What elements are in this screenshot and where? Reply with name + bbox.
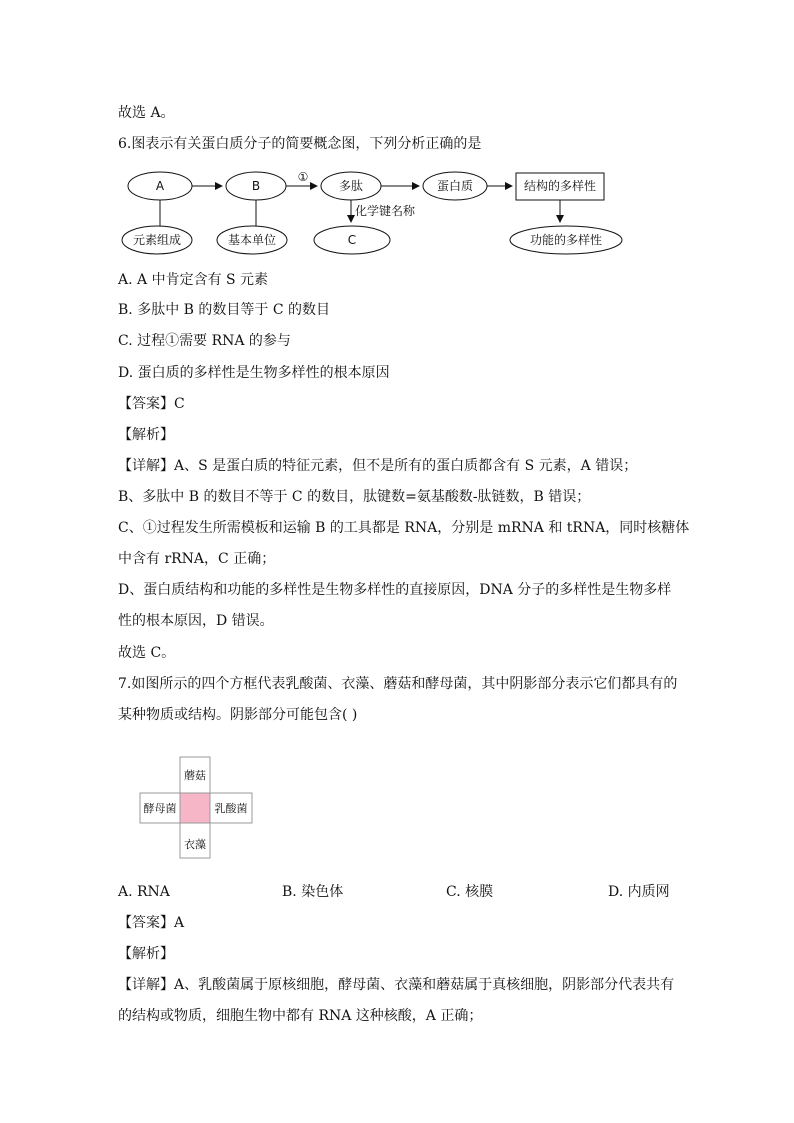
- analysis-heading-7: 【解析】: [118, 946, 174, 962]
- text-line: 故选 A。: [118, 105, 175, 121]
- question-7-line-1: 7.如图所示的四个方框代表乳酸菌、衣藻、蘑菇和酵母菌，其中阴影部分表示它们都具有的: [118, 676, 678, 692]
- option-6d: D. 蛋白质的多样性是生物多样性的根本原因: [118, 365, 390, 381]
- option-7a: A. RNA: [118, 884, 170, 900]
- detail-6-line-6: 性的根本原因，D 错误。: [118, 613, 274, 629]
- node-unit: [217, 226, 287, 254]
- option-6a: A. A 中肯定含有 S 元素: [118, 272, 269, 288]
- label-chlamydomonas: 衣藻: [184, 838, 206, 851]
- label-mushroom: 蘑菇: [184, 769, 206, 782]
- analysis-heading-6: 【解析】: [118, 427, 174, 443]
- detail-6-line-1: 【详解】A、S 是蛋白质的特征元素，但不是所有的蛋白质都含有 S 元素，A 错误；: [118, 458, 638, 474]
- box-top: [180, 757, 210, 793]
- label-peptide: 多肽: [338, 179, 364, 193]
- conclusion-6: 故选 C。: [118, 645, 176, 661]
- answer-7: 【答案】A: [118, 915, 185, 931]
- label-step: ①: [297, 170, 309, 184]
- label-yeast: 酵母菌: [143, 802, 177, 815]
- detail-6-line-2: B、多肽中 B 的数目不等于 C 的数目，肽键数=氨基酸数-肽链数，B 错误；: [118, 489, 591, 505]
- label-bond: 化学键名称: [354, 204, 416, 218]
- option-6c: C. 过程①需要 RNA 的参与: [118, 333, 291, 349]
- node-b: [226, 172, 286, 200]
- node-protein: [423, 172, 487, 200]
- label-protein: 蛋白质: [436, 179, 474, 193]
- question-7-line-2: 某种物质或结构。阴影部分可能包含( ): [118, 707, 358, 723]
- label-structure: 结构的多样性: [523, 179, 597, 193]
- node-a: [128, 172, 192, 200]
- label-element: 元素组成: [132, 233, 182, 247]
- detail-6-line-3: C、①过程发生所需模板和运输 B 的工具都是 RNA，分别是 mRNA 和 tRNA，同时核糖体: [118, 520, 690, 536]
- detail-7-line-2: 的结构或物质，细胞生物中都有 RNA 这种核酸，A 正确；: [118, 1008, 483, 1024]
- answer-6: 【答案】C: [118, 396, 185, 412]
- detail-6-line-4: 中含有 rRNA，C 正确；: [118, 551, 276, 567]
- shaded-center: [180, 793, 210, 823]
- detail-6-line-5: D、蛋白质结构和功能的多样性是生物多样性的直接原因，DNA 分子的多样性是生物多样: [118, 582, 672, 598]
- box-left: [140, 793, 180, 823]
- node-structure: [516, 173, 604, 200]
- box-bottom: [180, 823, 210, 858]
- detail-7-line-1: 【详解】A、乳酸菌属于原核细胞，酵母菌、衣藻和蘑菇属于真核细胞，阴影部分代表共有: [118, 977, 675, 993]
- label-c: C: [347, 233, 357, 247]
- node-c: [314, 226, 390, 254]
- node-function: [510, 226, 622, 254]
- label-b: B: [251, 179, 261, 193]
- node-element: [122, 226, 192, 254]
- box-right: [210, 793, 252, 823]
- label-lactobacillus: 乳酸菌: [214, 802, 248, 815]
- option-7c: C. 核膜: [446, 884, 494, 900]
- question-6: 6.图表示有关蛋白质分子的简要概念图，下列分析正确的是: [118, 136, 482, 152]
- label-function: 功能的多样性: [529, 233, 603, 247]
- label-a: A: [155, 179, 165, 193]
- option-6b: B. 多肽中 B 的数目等于 C 的数目: [118, 302, 330, 318]
- node-peptide: [321, 172, 381, 200]
- option-7d: D. 内质网: [608, 884, 670, 900]
- option-7b: B. 染色体: [282, 884, 344, 900]
- label-unit: 基本单位: [227, 233, 277, 247]
